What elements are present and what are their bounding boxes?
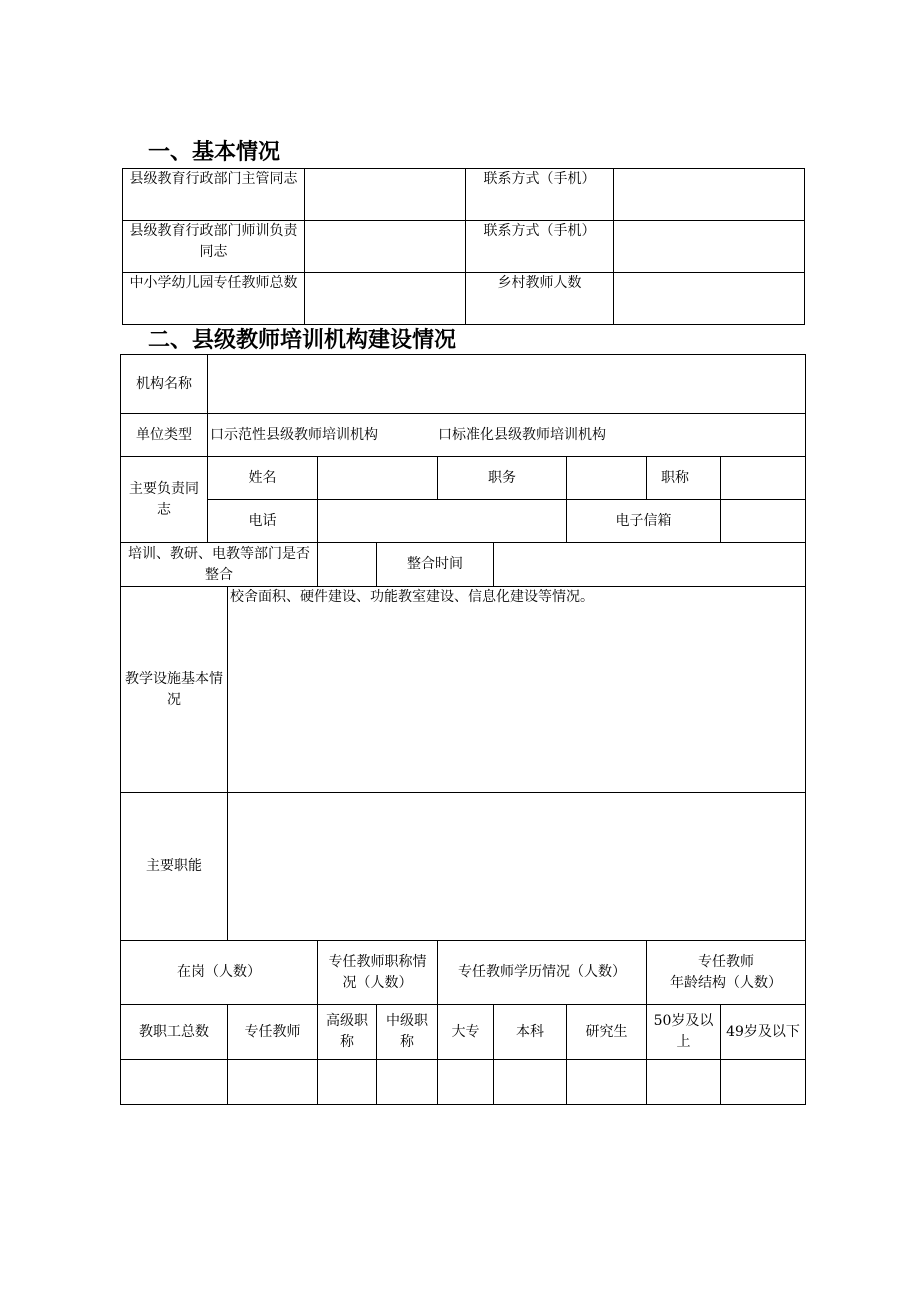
age-50-plus-value[interactable] [647, 1060, 721, 1105]
functions-label: 主要职能 [121, 793, 228, 941]
facilities-row [121, 587, 806, 793]
age-49-below-value[interactable] [721, 1060, 806, 1105]
rural-teacher-label: 乡村教师人数 [466, 273, 614, 325]
email-value[interactable] [721, 500, 806, 543]
graduate-value[interactable] [567, 1060, 647, 1105]
teacher-total-label: 中小学幼儿园专任教师总数 [123, 273, 305, 325]
training-lead-contact-value[interactable] [614, 221, 805, 273]
section2-title: 二、县级教师培训机构建设情况 [148, 328, 457, 353]
leader-row-1 [121, 457, 806, 500]
staff-total-header: 教职工总数 [121, 1005, 228, 1060]
age-49-below-header: 49岁及以下 [721, 1005, 806, 1060]
supervisor-contact-label: 联系方式（手机） [466, 169, 614, 221]
bachelor-header: 本科 [494, 1005, 567, 1060]
fulltime-teacher-header: 专任教师 [228, 1005, 318, 1060]
org-name-row [121, 355, 806, 414]
stats-header-age [647, 941, 806, 1005]
merge-time-value[interactable] [494, 543, 806, 587]
name-label: 姓名 [208, 457, 318, 500]
stats-header-education: 专任教师学历情况（人数） [438, 941, 647, 1005]
stats-group-header-row [121, 941, 806, 1005]
middle-rank-value[interactable] [377, 1060, 438, 1105]
basic-info-table [122, 168, 805, 325]
junior-college-header: 大专 [438, 1005, 494, 1060]
functions-value[interactable] [228, 793, 806, 941]
age-50-plus-header: 50岁及以上 [647, 1005, 721, 1060]
section1-title: 一、基本情况 [148, 140, 281, 165]
unit-type-row [121, 414, 806, 457]
merge-value[interactable] [318, 543, 377, 587]
stats-header-rank: 专任教师职称情况（人数） [318, 941, 438, 1005]
staff-total-value[interactable] [121, 1060, 228, 1105]
org-name-label: 机构名称 [121, 355, 208, 414]
training-lead-label: 县级教育行政部门师训负责同志 [123, 221, 305, 273]
bachelor-value[interactable] [494, 1060, 567, 1105]
basic-row-3 [123, 273, 805, 325]
leader-row-2 [121, 500, 806, 543]
facilities-hint[interactable]: 校舍面积、硬件建设、功能教室建设、信息化建设等情况。 [228, 587, 806, 793]
unit-type-option-standard[interactable]: 口标准化县级教师培训机构 [438, 426, 606, 443]
rural-teacher-value[interactable] [614, 273, 805, 325]
teacher-total-value[interactable] [305, 273, 466, 325]
supervisor-contact-value[interactable] [614, 169, 805, 221]
name-value[interactable] [318, 457, 438, 500]
merge-time-label: 整合时间 [377, 543, 494, 587]
facilities-label: 教学设施基本情况 [121, 587, 228, 793]
phone-label: 电话 [208, 500, 318, 543]
senior-rank-header: 高级职称 [318, 1005, 377, 1060]
basic-row-2 [123, 221, 805, 273]
unit-type-options [208, 414, 806, 457]
stats-sub-header-row [121, 1005, 806, 1060]
post-label: 职务 [438, 457, 567, 500]
training-lead-value[interactable] [305, 221, 466, 273]
rank-title-value[interactable] [721, 457, 806, 500]
county-supervisor-label: 县级教育行政部门主管同志 [123, 169, 305, 221]
stats-header-onduty: 在岗（人数） [121, 941, 318, 1005]
junior-college-value[interactable] [438, 1060, 494, 1105]
county-supervisor-value[interactable] [305, 169, 466, 221]
post-value[interactable] [567, 457, 647, 500]
graduate-header: 研究生 [567, 1005, 647, 1060]
institution-table [120, 354, 806, 1105]
email-label: 电子信箱 [567, 500, 721, 543]
middle-rank-header: 中级职称 [377, 1005, 438, 1060]
training-lead-contact-label: 联系方式（手机） [466, 221, 614, 273]
basic-row-1 [123, 169, 805, 221]
merge-row [121, 543, 806, 587]
phone-value[interactable] [318, 500, 567, 543]
org-name-value[interactable] [208, 355, 806, 414]
rank-title-label: 职称 [647, 457, 721, 500]
unit-type-option-demo[interactable]: 口示范性县级教师培训机构 [210, 426, 378, 443]
merge-label: 培训、教研、电教等部门是否整合 [121, 543, 318, 587]
age-header-line-1: 专任教师 [698, 953, 754, 970]
functions-row [121, 793, 806, 941]
fulltime-teacher-value[interactable] [228, 1060, 318, 1105]
senior-rank-value[interactable] [318, 1060, 377, 1105]
age-header-line-2: 年龄结构（人数） [670, 974, 782, 991]
leader-label: 主要负责同志 [121, 457, 208, 543]
stats-value-row [121, 1060, 806, 1105]
unit-type-label: 单位类型 [121, 414, 208, 457]
